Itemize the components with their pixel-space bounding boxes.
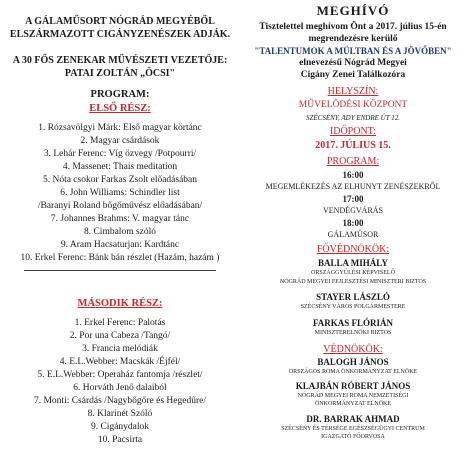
patron-name: STAYER LÁSZLÓ <box>316 292 390 302</box>
program-heading: PROGRAM: <box>90 89 150 100</box>
patron-name: BALLA MIHÁLY <box>318 258 388 268</box>
list-item: 9. Aram Hacsaturjan: Kardtánc <box>60 240 180 250</box>
list-item: 8. Cimbalom szóló <box>83 227 157 237</box>
date-label: IDŐPONT: <box>329 126 377 137</box>
divider <box>24 270 216 271</box>
list-item: 7. Monti: Csárdás /Nagybőgőre és Hegedűre/ <box>33 396 207 406</box>
list-item: 4. Massenet: Thais meditation <box>62 162 178 172</box>
intro-line: A 30 FŐS ZENEKAR MŰVÉSZETI VEZETŐJE: <box>12 55 228 66</box>
date-value: 2017. JÚLIUS 15. <box>315 140 391 151</box>
invite-text: megrendezésre kerülő <box>308 34 398 44</box>
list-item: 6. Horváth Jenő dalaiból <box>73 383 167 393</box>
sponsor-name: BALOGH JÁNOS <box>317 357 389 367</box>
patron-role: MINISZTERELNÖKI BIZTOS <box>314 330 392 336</box>
list-item: 3. Francia melódiák <box>82 344 158 354</box>
patron-name: FARKAS FLÓRIÁN <box>312 318 394 328</box>
list-item: 3. Lehár Ferenc: Víg özvegy /Potpourri/ <box>43 149 197 159</box>
schedule-event: GÁLAMŰSOR <box>327 230 379 239</box>
invite-text: Cigány Zenei Találkozóra <box>300 70 406 80</box>
part2-heading: MÁSODIK RÉSZ: <box>77 298 163 309</box>
sponsor-role: IGAZGATÓ FŐORVOSA <box>321 434 385 440</box>
part1-heading: ELSŐ RÉSZ: <box>89 103 151 114</box>
intro-line: ELSZÁRMAZOTT CIGÁNYZENÉSZEK ADJÁK. <box>9 29 231 40</box>
sponsors-label: VÉDNÖKÖK: <box>323 344 383 355</box>
schedule-event: MEGEMLÉKEZÉS AZ ELHUNYT ZENÉSZEKRŐL <box>265 182 441 191</box>
list-item: 10. Erkel Ferenc: Bánk bán részlet (Hazám, hazám ) <box>20 253 220 263</box>
venue-label: HELYSZÍN: <box>327 86 379 97</box>
sponsor-name: DR. BARRAK AHMAD <box>306 414 400 424</box>
list-item: 1. Rózsavölgyi Márk: Első magyar körtánc <box>38 123 202 133</box>
sponsor-role: NÓGRÁD MEGYEI ROMA NEMZETISÉGI <box>297 393 409 399</box>
list-item: 2. Magyar csárdások <box>80 136 160 146</box>
event-name: "TALENTUMOK A MÚLTBAN ÉS A JÖVŐBEN" <box>254 46 452 56</box>
list-item: 8. Klarinét Szóló <box>87 409 153 419</box>
invitation-title: MEGHÍVÓ <box>316 3 390 18</box>
patron-role: NÓGRÁD MEGYEI FEJLESZTÉSI MINISZTERI BIZTOS <box>279 279 427 285</box>
list-item: 1. Erkel Ferenc: Palotás <box>74 318 166 328</box>
list-item: /Baranyi Roland bőgőművész előadásában/ <box>37 201 203 211</box>
schedule-time: 17:00 <box>342 194 364 204</box>
sponsor-role: SZÉCSÉNY ÉS TÉRSÉGE EGÉSZSÉGÜGYI CENTRUM <box>281 426 425 432</box>
sponsor-role: ÖNKORMÁNYZAT ELNÖKE <box>314 401 392 407</box>
invite-text: Tisztelettel meghívom Önt a 2017. július 15-én <box>259 22 447 32</box>
list-item: 4. E.L.Webber: Macskák /Éjfél/ <box>59 357 181 367</box>
list-item: 10. Pacsirta <box>97 435 143 445</box>
sponsor-role: ORSZÁGOS ROMA ÖNKORMÁNYZAT ELNÖKE <box>288 369 418 375</box>
venue-address: SZÉCSÉNY, ADY ENDRE ÚT 12. <box>305 114 400 122</box>
list-item: 6. John Williams: Schindler list <box>60 188 180 198</box>
schedule-time: 18:00 <box>342 218 364 228</box>
venue-name: MŰVELŐDÉSI KÖZPONT <box>298 100 408 110</box>
program-label: PROGRAM: <box>326 156 380 167</box>
patron-role: ORSZÁGGYŰLÉSI KÉPVISELŐ <box>311 270 395 276</box>
patrons-label: FŐVÉDNÖKÖK: <box>316 244 390 255</box>
list-item: 5. Nóta csokor Farkas Zsolt előadásában <box>42 175 198 185</box>
invite-text: elnevezésű Nógrád Megyei <box>299 58 407 68</box>
list-item: 5. E.L.Webber: Operaház fantomja /részlet/ <box>37 370 203 380</box>
schedule-event: VENDÉGVÁRÁS <box>323 206 383 215</box>
list-item: 9. Cigánydalok <box>90 422 150 432</box>
patron-role: SZÉCSÉNY VÁROS POLGÁRMESTERE <box>300 304 406 310</box>
sponsor-name: KLAJBÁN RÓBERT JÁNOS <box>295 381 411 391</box>
list-item: 2. Por una Cabeza /Tangó/ <box>69 331 171 341</box>
list-item: 7. Johannes Brahms: V. magyar tánc <box>50 214 190 224</box>
intro-line: PATAI ZOLTÁN „ÖCSI" <box>64 68 176 79</box>
schedule-time: 16:00 <box>342 170 364 180</box>
intro-line: A GÁLAMŰSORT NÓGRÁD MEGYÉBŐL <box>25 16 215 27</box>
